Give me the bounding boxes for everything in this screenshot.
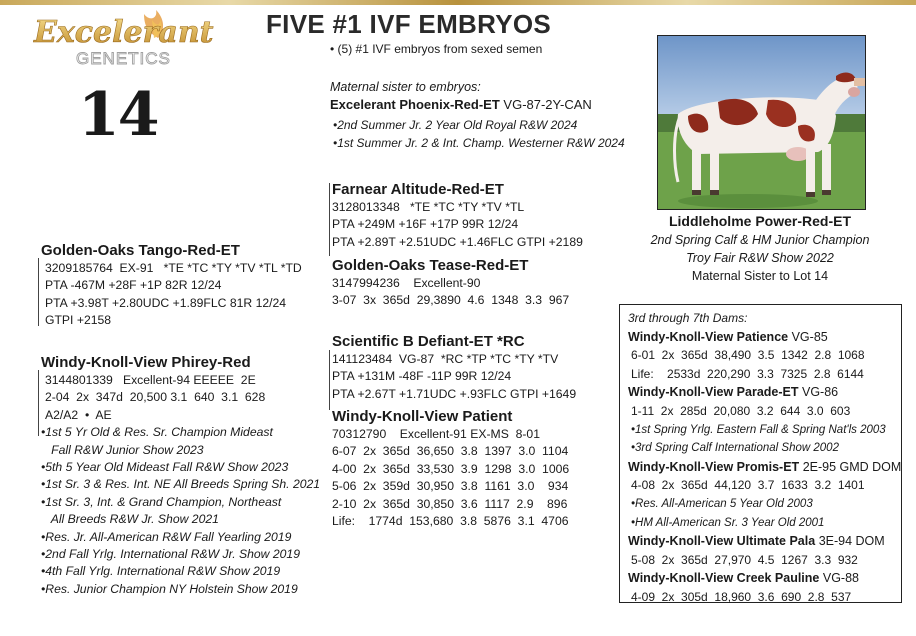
dams-heading: 3rd through 7th Dams:: [628, 311, 748, 325]
dam-award: Fall R&W Junior Show 2023: [41, 442, 204, 457]
dam-name: Windy-Knoll-View Phirey-Red: [41, 354, 251, 371]
dams-list: [628, 309, 901, 607]
granddam2-line: 6-07 2x 365d 36,650 3.8 1397 3.0 1104: [332, 444, 569, 459]
dam-entry-line: 5-08 2x 365d 27,970 4.5 1267 3.3 932: [631, 552, 858, 567]
granddam-name: Golden-Oaks Tease-Red-ET: [332, 257, 529, 274]
dam-entry-score: 3E-94 DOM: [818, 534, 885, 549]
dam-entry-score: VG-88: [822, 571, 859, 586]
dam-entry-line: 6-01 2x 365d 38,490 3.5 1342 2.8 1068: [631, 348, 865, 363]
dam-award: •5th 5 Year Old Mideast Fall R&W Show 2023: [41, 460, 289, 475]
sire2-line: PTA +131M -48F -11P 99R 12/24: [332, 369, 512, 384]
granddam2-line: 70312790 Excellent-91 EX-MS 8-01: [332, 427, 540, 441]
dam-entry-score: VG-86: [802, 385, 839, 400]
dam-entry-line: 4-08 2x 365d 44,120 3.7 1633 3.2 1401: [631, 478, 865, 493]
dam-line: 3144801339 Excellent-94 EEEEE 2E: [45, 373, 256, 387]
dam-entry-award: •3rd Spring Calf International Show 2002: [631, 442, 839, 455]
maternal-sister-score: VG-87-2Y-CAN: [503, 97, 592, 112]
dam-entry-name-text: Windy-Knoll-View Parade-ET: [628, 385, 799, 400]
sire-line: PTA +249M +16F +17P 99R 12/24: [332, 217, 519, 232]
dam-entry-name: [628, 569, 901, 588]
dam-entry-name: [628, 383, 901, 402]
dam-entry-line: 4-09 2x 305d 18,960 3.6 690 2.8 537: [631, 589, 852, 604]
dam-award: •1st Sr. 3 & Res. Int. NE All Breeds Spring Sh. 2021: [41, 477, 321, 492]
sire-block: [332, 180, 583, 251]
dam-entry-line: 1-11 2x 285d 20,080 3.2 644 3.0 603: [631, 403, 851, 418]
dam-entry-score: VG-85: [791, 329, 828, 344]
granddam2-block: [332, 407, 569, 530]
maternal-sister-name: [330, 97, 592, 112]
subtitle: • (5) #1 IVF embryos from sexed semen: [330, 42, 543, 56]
dam-block: [41, 353, 320, 598]
lot-number: 14: [78, 80, 158, 150]
maternal-sister-award: •1st Summer Jr. 2 & Int. Champ. Westerner R&W 2024: [333, 136, 625, 150]
photo-caption-line: Maternal Sister to Lot 14: [691, 269, 829, 283]
dam-line: 2-04 2x 347d 20,500 3.1 640 3.1 628: [45, 390, 266, 405]
photo-caption-name: Liddleholme Power-Red-ET: [668, 213, 851, 229]
svg-text:GENETICS: GENETICS: [76, 49, 171, 68]
dam-award: •Res. Junior Champion NY Holstein Show 2019: [41, 581, 298, 596]
gold-top-border: [0, 0, 916, 5]
dam-entry-name: [628, 532, 901, 551]
pedigree-bracket: [329, 183, 330, 256]
dam-award: •1st 5 Yr Old & Res. Sr. Champion Mideast: [41, 425, 273, 440]
sire2-name: Scientific B Defiant-ET *RC: [332, 333, 525, 350]
dam-entry-score: 2E-95 GMD DOM: [802, 459, 902, 474]
svg-text:Excelerant: Excelerant: [34, 15, 214, 50]
granddam-block: [332, 256, 569, 310]
dam-entry-award: •HM All-American Sr. 3 Year Old 2001: [631, 516, 825, 529]
dam-award: •2nd Fall Yrlg. International R&W Jr. Show 2019: [41, 547, 300, 562]
granddam2-name: Windy-Knoll-View Patient: [332, 408, 513, 425]
dam-award: •Res. Jr. All-American R&W Fall Yearling 2019: [41, 529, 292, 544]
dam-entry-name-text: Windy-Knoll-View Creek Pauline: [628, 571, 820, 586]
dam-sire-line: GTPI +2158: [45, 313, 112, 328]
page-title: FIVE #1 IVF EMBRYOS: [266, 9, 552, 39]
dam-award: •1st Sr. 3, Int. & Grand Champion, Northeast: [41, 494, 282, 509]
sire2-block: [332, 332, 576, 403]
dam-entry-award: •Res. All-American 5 Year Old 2003: [631, 497, 813, 510]
dam-sire-line: PTA +3.98T +2.80UDC +1.89FLC 81R 12/24: [45, 295, 287, 310]
dam-entry-name: [628, 328, 901, 347]
sire2-line: 141123484 VG-87 *RC *TP *TC *TY *TV: [332, 352, 559, 366]
maternal-sister-award: •2nd Summer Jr. 2 Year Old Royal R&W 2024: [333, 118, 578, 132]
dam-entry-name-text: Windy-Knoll-View Promis-ET: [628, 459, 800, 474]
granddam-line: 3-07 3x 365d 29,3890 4.6 1348 3.3 967: [332, 293, 570, 308]
dam-award: All Breeds R&W Jr. Show 2021: [41, 512, 219, 527]
granddam2-line: 4-00 2x 365d 33,530 3.9 1298 3.0 1006: [332, 461, 570, 476]
cow-photo: [657, 35, 866, 210]
granddam2-line: 5-06 2x 359d 30,950 3.8 1161 3.0 934: [332, 479, 569, 494]
sire-line: 3128013348 *TE *TC *TY *TV *TL: [332, 200, 525, 214]
sire-name: Farnear Altitude-Red-ET: [332, 181, 504, 198]
dam-entry-name: [628, 458, 901, 477]
dam-award: •4th Fall Yrlg. International R&W Show 2019: [41, 564, 281, 579]
photo-caption-line: 2nd Spring Calf & HM Junior Champion: [650, 233, 870, 247]
sire2-line: PTA +2.67T +1.71UDC +.93FLC GTPI +1649: [332, 386, 577, 401]
dam-sire-line: PTA -467M +28F +1P 82R 12/24: [45, 278, 222, 293]
excelerant-genetics-logo: [32, 8, 214, 70]
dam-sire-block: [41, 241, 302, 330]
dam-entry-name-text: Windy-Knoll-View Patience: [628, 329, 789, 344]
dam-entry-line: Life: 2533d 220,290 3.3 7325 2.8 6144: [631, 366, 864, 381]
dam-sire-line: 3209185764 EX-91 *TE *TC *TY *TV *TL *TD: [45, 261, 302, 275]
pedigree-bracket: [329, 350, 330, 410]
dams-box: [619, 304, 902, 603]
maternal-sister-label: Maternal sister to embryos:: [330, 80, 481, 94]
sire-line: PTA +2.89T +2.51UDC +1.46FLC GTPI +2189: [332, 234, 583, 249]
granddam2-line: Life: 1774d 153,680 3.8 5876 3.1 4706: [332, 514, 569, 529]
pedigree-bracket: [38, 258, 39, 326]
pedigree-bracket: [38, 370, 39, 436]
granddam2-line: 2-10 2x 365d 30,850 3.6 1117 2.9 896: [332, 496, 568, 511]
dam-line: A2/A2 • AE: [45, 407, 112, 422]
maternal-sister-name-text: Excelerant Phoenix-Red-ET: [330, 97, 500, 112]
dam-entry-name-text: Windy-Knoll-View Ultimate Pala: [628, 534, 816, 549]
granddam-line: 3147994236 Excellent-90: [332, 276, 481, 290]
dam-sire-name: Golden-Oaks Tango-Red-ET: [41, 242, 240, 259]
dam-entry-award: •1st Spring Yrlg. Eastern Fall & Spring Nat'ls 2003: [631, 423, 886, 436]
cow-illustration: [658, 36, 865, 209]
photo-caption-line: Troy Fair R&W Show 2022: [686, 251, 834, 265]
